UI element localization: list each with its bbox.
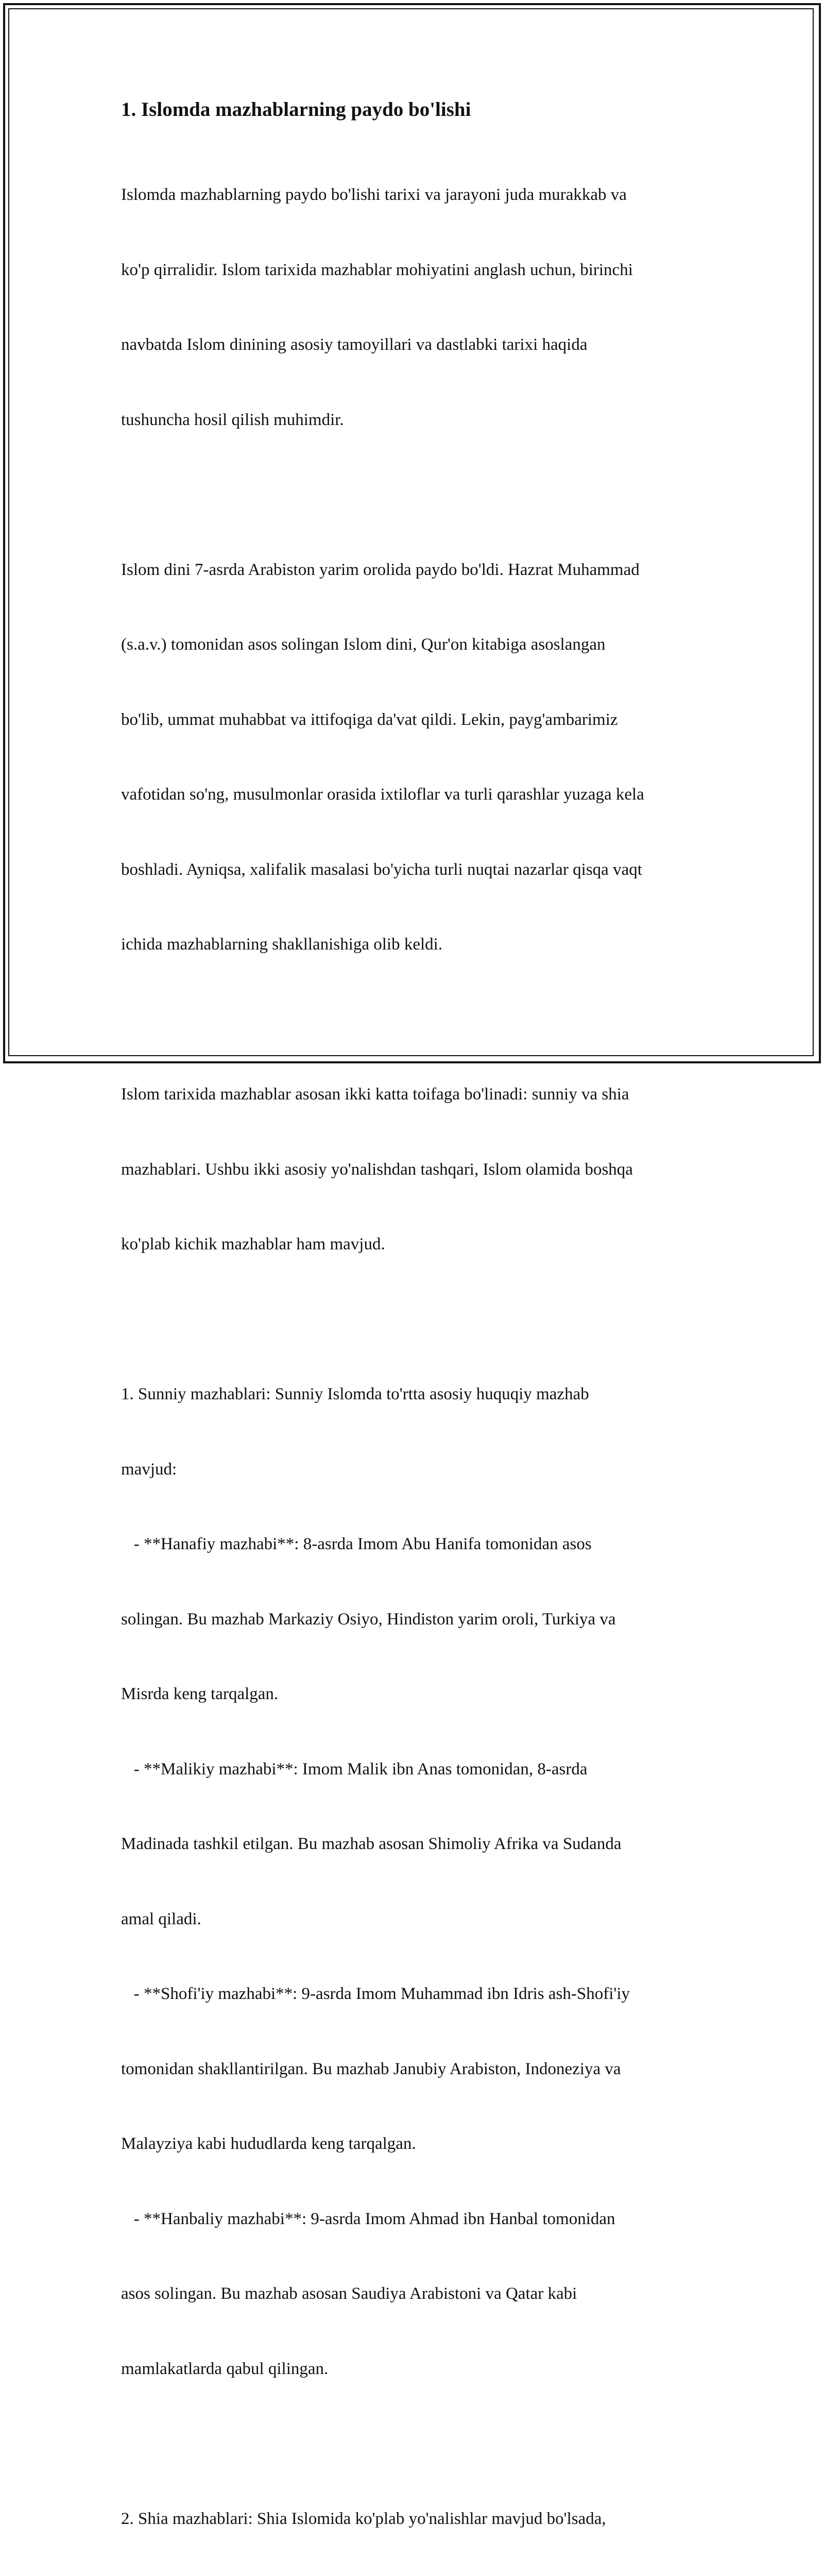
text-line: vafotidan so'ng, musulmonlar orasida ixtiloflar va turli qarashlar yuzaga kela [121,782,708,807]
text-line: asos solingan. Bu mazhab asosan Saudiya Arabistoni va Qatar kabi [121,2281,708,2307]
text-line: mazhablari. Ushbu ikki asosiy yo'nalishdan tashqari, Islom olamida boshqa [121,1157,708,1182]
text-line: Madinada tashkil etilgan. Bu mazhab asosan Shimoliy Afrika va Sudanda [121,1832,708,1857]
text-line: Islomda mazhablarning paydo bo'lishi tarixi va jarayoni juda murakkab va [121,182,708,208]
paragraph-division [121,1032,708,1307]
text-line: mamlakatlarda qabul qilingan. [121,2357,708,2382]
text-line: boshladi. Ayniqsa, xalifalik masalasi bo'yicha turli nuqtai nazarlar qisqa vaqt [121,857,708,883]
list-item-hanbaliy: - **Hanbaliy mazhabi**: 9-asrda Imom Ahmad ibn Hanbal tomonidan [121,2207,708,2232]
text-line: navbatda Islom dinining asosiy tamoyillari va dastlabki tarixi haqida [121,332,708,358]
text-line: mavjud: [121,1457,708,1482]
text-line: Malayziya kabi hududlarda keng tarqalgan. [121,2131,708,2157]
text-line: tomonidan shakllantirilgan. Bu mazhab Janubiy Arabiston, Indoneziya va [121,2057,708,2082]
text-line: bo'lib, ummat muhabbat va ittifoqiga da'vat qildi. Lekin, payg'ambarimiz [121,707,708,733]
paragraph-history [121,507,708,1007]
paragraph-intro [121,132,708,482]
text-line: solingan. Bu mazhab Markaziy Osiyo, Hindiston yarim oroli, Turkiya va [121,1607,708,1632]
text-line: 2. Shia mazhablari: Shia Islomida ko'plab yo'nalishlar mavjud bo'lsada, [121,2506,708,2532]
list-item-malikiy: - **Malikiy mazhabi**: Imom Malik ibn Anas tomonidan, 8-asrda [121,1757,708,1782]
paragraph-shia-schools [121,2456,708,2576]
text-line: 1. Sunniy mazhablari: Sunniy Islomda to'rtta asosiy huquqiy mazhab [121,1382,708,1407]
text-line: ichida mazhablarning shakllanishiga olib keldi. [121,932,708,957]
section-title: 1. Islomda mazhablarning paydo bo'lishi [121,96,708,123]
text-line: ko'p qirralidir. Islom tarixida mazhablar mohiyatini anglash uchun, birinchi [121,258,708,283]
list-item-hanafiy: - **Hanafiy mazhabi**: 8-asrda Imom Abu Hanifa tomonidan asos [121,1532,708,1557]
text-line: tushuncha hosil qilish muhimdir. [121,408,708,433]
text-line: Islom dini 7-asrda Arabiston yarim orolida paydo bo'ldi. Hazrat Muhammad [121,557,708,583]
document-body [121,96,708,2576]
text-line: (s.a.v.) tomonidan asos solingan Islom dini, Qur'on kitabiga asoslangan [121,632,708,657]
text-line: amal qiladi. [121,1907,708,1932]
text-line: ko'plab kichik mazhablar ham mavjud. [121,1232,708,1257]
text-line: Misrda keng tarqalgan. [121,1682,708,1707]
text-line: Islom tarixida mazhablar asosan ikki katta toifaga bo'linadi: sunniy va shia [121,1082,708,1107]
list-item-shofiiy: - **Shofi'iy mazhabi**: 9-asrda Imom Muhammad ibn Idris ash-Shofi'iy [121,1981,708,2007]
paragraph-sunni-schools [121,1332,708,2431]
